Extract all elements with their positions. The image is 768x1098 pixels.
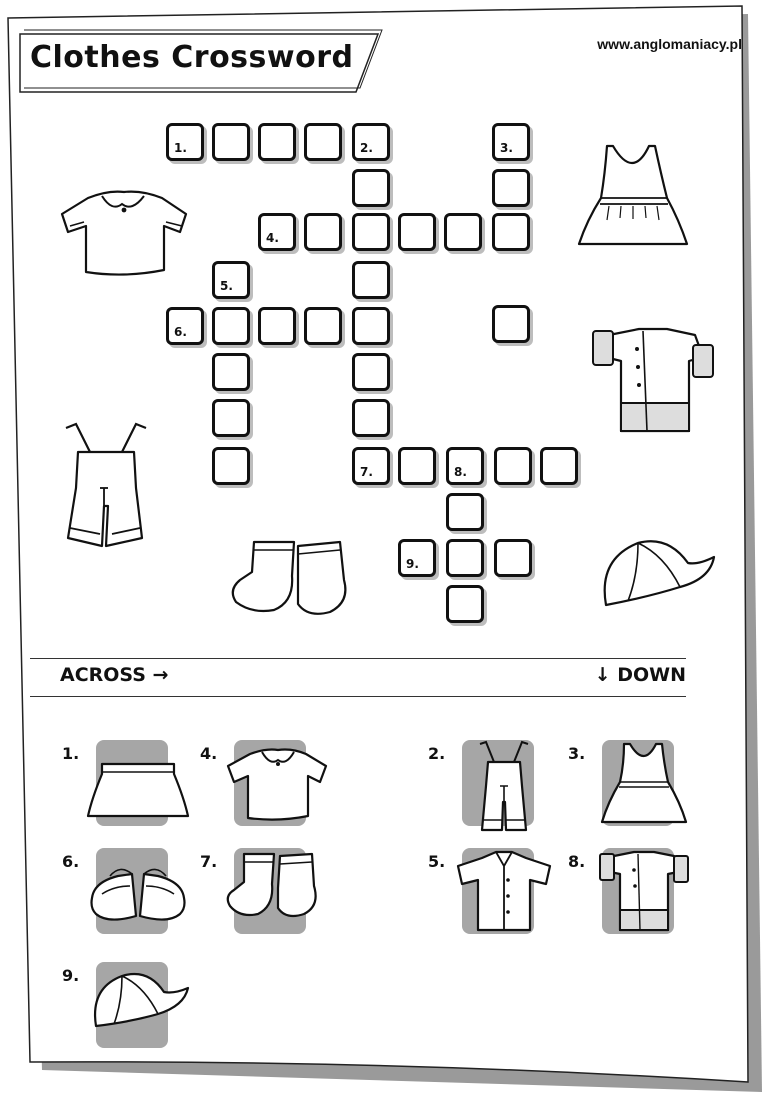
down-heading: ↓ DOWN (594, 664, 686, 686)
cell-number: 5. (220, 279, 233, 293)
shoes-icon (88, 850, 188, 934)
crossword-cell[interactable] (212, 123, 250, 161)
clue-number: 5. (428, 852, 446, 871)
crossword-cell[interactable] (352, 213, 390, 251)
socks-icon (228, 532, 356, 618)
clue-number: 1. (62, 744, 80, 763)
cell-number: 9. (406, 557, 419, 571)
crossword-cell[interactable] (166, 123, 204, 161)
crossword-cell[interactable] (352, 399, 390, 437)
crossword-cell[interactable] (212, 353, 250, 391)
clue-down-5 (428, 848, 528, 934)
clue-number: 7. (200, 852, 218, 871)
crossword-cell[interactable] (258, 213, 296, 251)
crossword-cell[interactable] (398, 213, 436, 251)
tshirt-icon (58, 186, 190, 282)
clue-number: 3. (568, 744, 586, 763)
crossword-cell[interactable] (304, 123, 342, 161)
crossword-cell[interactable] (212, 307, 250, 345)
cell-number: 3. (500, 141, 513, 155)
clue-number: 8. (568, 852, 586, 871)
crossword-cell[interactable] (492, 213, 530, 251)
cell-number: 6. (174, 325, 187, 339)
clue-down-3 (568, 740, 668, 826)
crossword-cell[interactable] (352, 123, 390, 161)
socks-icon (226, 850, 326, 934)
shirt-icon (454, 850, 554, 934)
crossword-cell[interactable] (166, 307, 204, 345)
clue-number: 2. (428, 744, 446, 763)
cell-number: 7. (360, 465, 373, 479)
clue-across-1 (62, 740, 162, 826)
crossword-cell[interactable] (446, 539, 484, 577)
crossword-cell[interactable] (304, 213, 342, 251)
crossword-cell[interactable] (494, 539, 532, 577)
clue-across-7 (200, 848, 300, 934)
clue-across-6 (62, 848, 162, 934)
crossword-cell[interactable] (352, 353, 390, 391)
crossword-cell[interactable] (258, 123, 296, 161)
crossword-cell[interactable] (492, 305, 530, 343)
dungarees-icon (454, 742, 554, 832)
skirt-icon (88, 742, 188, 826)
crossword-cell[interactable] (446, 447, 484, 485)
cell-number: 1. (174, 141, 187, 155)
section-rule-top (30, 658, 686, 659)
page-title: Clothes Crossword (30, 40, 354, 75)
clue-number: 9. (62, 966, 80, 985)
crossword-cell[interactable] (398, 539, 436, 577)
cell-number: 8. (454, 465, 467, 479)
crossword-cell[interactable] (304, 307, 342, 345)
crossword-cell[interactable] (446, 493, 484, 531)
crossword-cell[interactable] (212, 261, 250, 299)
clue-number: 6. (62, 852, 80, 871)
clue-down-8 (568, 848, 668, 934)
crossword-cell[interactable] (540, 447, 578, 485)
crossword-cell[interactable] (212, 447, 250, 485)
crossword-cell[interactable] (352, 261, 390, 299)
crossword-cell[interactable] (494, 447, 532, 485)
crossword-cell[interactable] (398, 447, 436, 485)
dress-icon (575, 140, 693, 252)
crossword-cell[interactable] (446, 585, 484, 623)
cell-number: 4. (266, 231, 279, 245)
site-url: www.anglomaniacy.pl (597, 36, 742, 52)
clue-across-9 (62, 962, 162, 1048)
crossword-cell[interactable] (352, 307, 390, 345)
crossword-cell[interactable] (492, 169, 530, 207)
clue-down-2 (428, 740, 528, 826)
tshirt-icon (226, 742, 326, 826)
crossword-cell[interactable] (258, 307, 296, 345)
crossword-cell[interactable] (352, 447, 390, 485)
cap-icon (88, 964, 188, 1048)
clue-across-4 (200, 740, 300, 826)
jumper-icon (585, 325, 720, 440)
dress-icon (594, 742, 694, 830)
crossword-cell[interactable] (212, 399, 250, 437)
cell-number: 2. (360, 141, 373, 155)
crossword-cell[interactable] (444, 213, 482, 251)
section-rule-bottom (30, 696, 686, 697)
clue-number: 4. (200, 744, 218, 763)
crossword-cell[interactable] (492, 123, 530, 161)
cap-icon (598, 535, 716, 617)
across-heading: ACROSS → (60, 664, 169, 686)
dungarees-icon (56, 418, 156, 552)
crossword-cell[interactable] (352, 169, 390, 207)
jumper-icon (594, 850, 694, 934)
